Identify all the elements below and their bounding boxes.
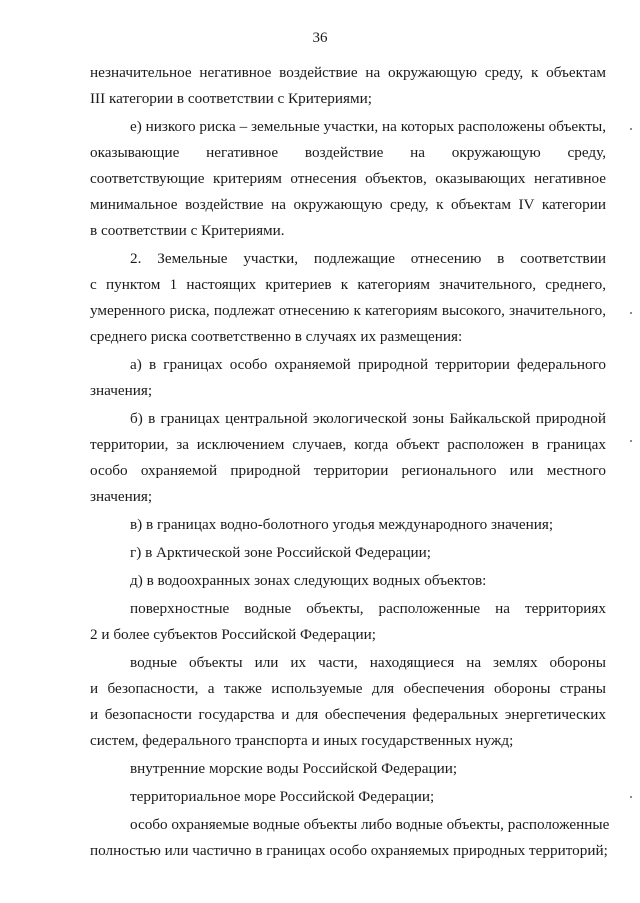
paragraph-line: оказывающие негативное воздействие на окружающую среду, <box>90 144 606 161</box>
paragraph-line: особо охраняемые водные объекты либо водные объекты, расположенные <box>130 816 610 833</box>
paragraph-line: в соответствии с Критериями. <box>90 222 285 239</box>
paragraph-13 <box>90 812 610 864</box>
paragraph-line: г) в Арктической зоне Российской Федерации; <box>130 544 431 561</box>
paragraph-4 <box>90 352 606 404</box>
scan-speck <box>630 796 632 798</box>
paragraph-line: а) в границах особо охраняемой природной территории федерального <box>130 356 606 373</box>
paragraph-line: 2. Земельные участки, подлежащие отнесению в соответствии <box>130 250 606 267</box>
paragraph-7 <box>90 540 606 566</box>
paragraph-line: водные объекты или их части, находящиеся на землях обороны <box>130 654 606 671</box>
scan-speck <box>630 128 632 130</box>
paragraph-3 <box>90 246 606 350</box>
paragraph-6 <box>90 512 606 538</box>
paragraph-line: минимальное воздействие на окружающую среду, к объектам IV категории <box>90 196 606 213</box>
paragraph-line: и безопасности, а также используемые для обеспечения обороны страны <box>90 680 606 697</box>
paragraph-line: умеренного риска, подлежат отнесению к категориям высокого, значительного, <box>90 302 606 319</box>
scan-speck <box>630 440 632 442</box>
paragraph-line: б) в границах центральной экологической зоны Байкальской природной <box>130 410 606 427</box>
paragraph-line: поверхностные водные объекты, расположенные на территориях <box>130 600 606 617</box>
paragraph-line: е) низкого риска – земельные участки, на которых расположены объекты, <box>130 118 606 135</box>
paragraph-line: значения; <box>90 488 153 505</box>
document-body <box>90 60 610 864</box>
page-number: 36 <box>312 30 328 46</box>
paragraph-12 <box>90 784 606 810</box>
paragraph-line: особо охраняемой природной территории регионального или местного <box>90 462 606 479</box>
paragraph-5 <box>90 406 606 510</box>
paragraph-line: среднего риска соответственно в случаях их размещения: <box>90 328 463 345</box>
paragraph-line: систем, федерального транспорта и иных государственных нужд; <box>90 732 514 749</box>
paragraph-line: и безопасности государства и для обеспечения федеральных энергетических <box>90 706 606 723</box>
paragraph-9 <box>90 596 606 648</box>
paragraph-8 <box>90 568 606 594</box>
paragraph-line: с пунктом 1 настоящих критериев к категориям значительного, среднего, <box>90 276 606 293</box>
paragraph-2 <box>90 114 606 244</box>
paragraph-line: III категории в соответствии с Критериями; <box>90 90 372 107</box>
paragraph-line: д) в водоохранных зонах следующих водных объектов: <box>130 572 487 589</box>
paragraph-line: территории, за исключением случаев, когда объект расположен в границах <box>90 436 606 453</box>
paragraph-line: соответствующие критериям отнесения объектов, оказывающих негативное <box>90 170 606 187</box>
paragraph-line: 2 и более субъектов Российской Федерации; <box>90 626 376 643</box>
paragraph-10 <box>90 650 606 754</box>
paragraph-1 <box>90 60 606 112</box>
scan-speck <box>630 312 632 314</box>
paragraph-line: внутренние морские воды Российской Федерации; <box>130 760 458 777</box>
paragraph-line: территориальное море Российской Федерации; <box>130 788 435 805</box>
paragraph-line: полностью или частично в границах особо охраняемых природных территорий; <box>90 842 608 859</box>
paragraph-line: в) в границах водно-болотного угодья международного значения; <box>130 516 554 533</box>
paragraph-line: значения; <box>90 382 153 399</box>
paragraph-line: незначительное негативное воздействие на окружающую среду, к объектам <box>90 64 606 81</box>
paragraph-11 <box>90 756 606 782</box>
